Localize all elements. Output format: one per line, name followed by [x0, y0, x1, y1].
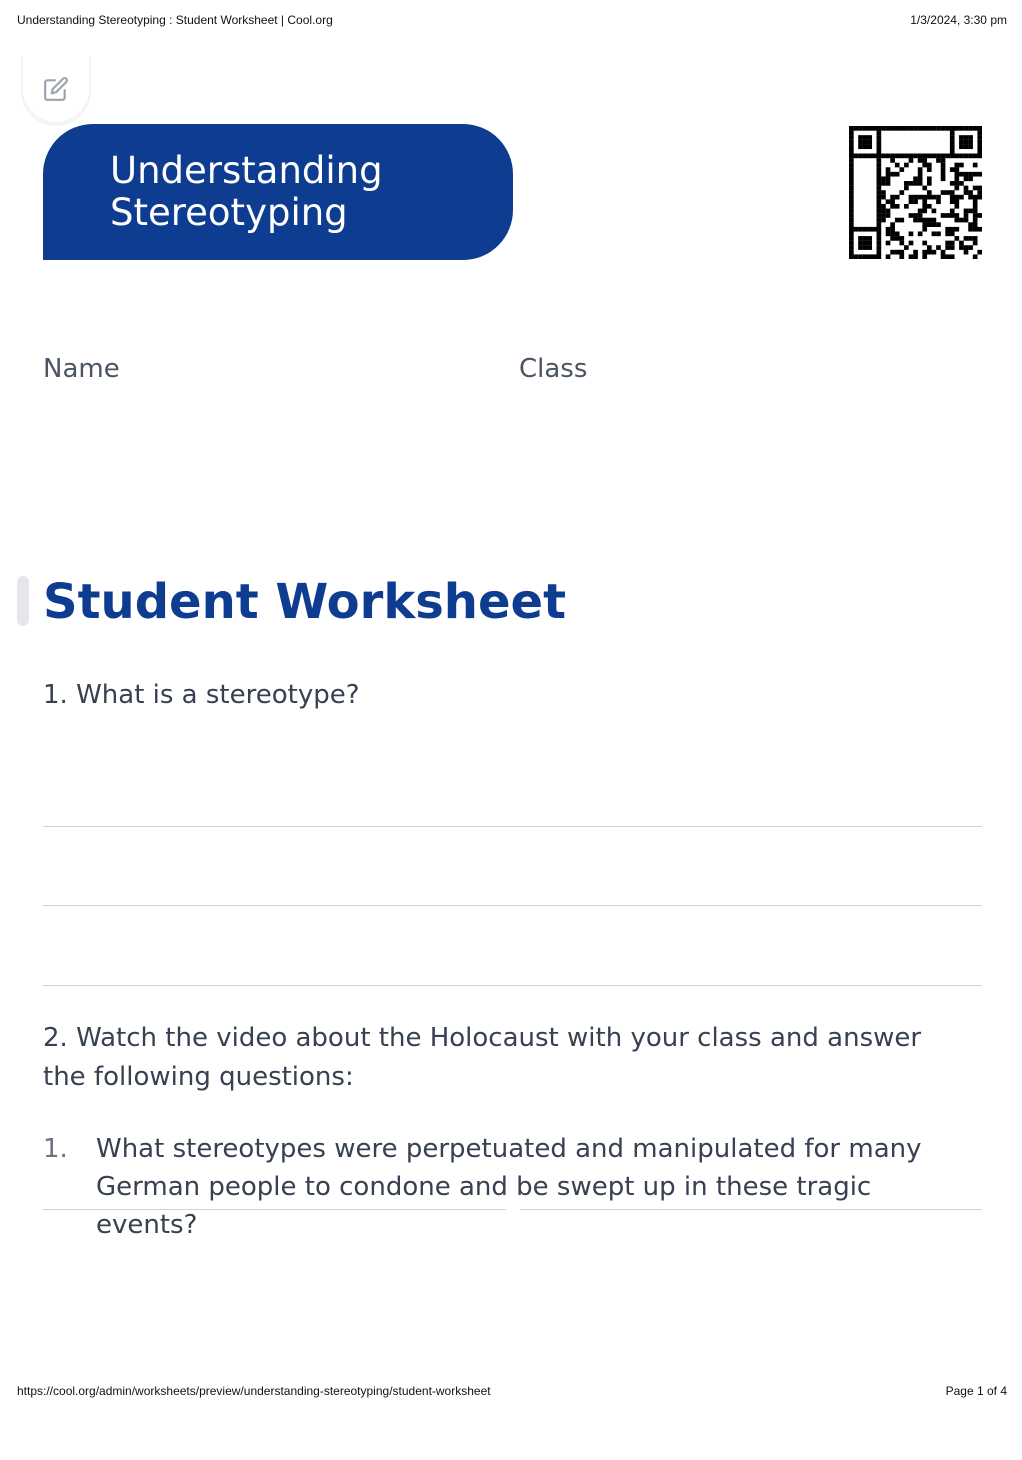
section-title: Student Worksheet — [43, 574, 567, 630]
answer-line[interactable] — [43, 905, 982, 906]
title-line-1: Understanding — [110, 149, 383, 192]
section-accent — [17, 576, 29, 626]
name-field-line[interactable] — [43, 1209, 506, 1210]
qr-code — [849, 126, 982, 259]
question-2 — [43, 1019, 921, 1097]
answer-line[interactable] — [43, 826, 982, 827]
edit-icon — [43, 76, 69, 102]
print-footer-page: Page 1 of 4 — [945, 1384, 1007, 1398]
question-2-line-1: 2. Watch the video about the Holocaust with your class and answer — [43, 1023, 922, 1053]
print-footer-url: https://cool.org/admin/worksheets/preview/understanding-stereotyping/student-worksheet — [17, 1384, 491, 1398]
title-line-2: Stereotyping — [110, 191, 348, 234]
class-field-line[interactable] — [520, 1209, 982, 1210]
answer-line[interactable] — [43, 985, 982, 986]
list-item-number: 1. — [43, 1134, 68, 1164]
question-2-line-2: the following questions: — [43, 1062, 354, 1092]
title-banner — [43, 124, 513, 260]
question-1: 1. What is a stereotype? — [43, 680, 360, 710]
print-header-datetime: 1/3/2024, 3:30 pm — [910, 13, 1007, 27]
list-item-text: What stereotypes were perpetuated and manipulated for many German people to condone and be swept up in these tragic events? — [96, 1134, 922, 1240]
name-label: Name — [43, 354, 120, 384]
edit-button[interactable] — [21, 56, 91, 126]
class-label: Class — [519, 354, 588, 384]
print-header-title: Understanding Stereotyping : Student Worksheet | Cool.org — [17, 13, 333, 27]
